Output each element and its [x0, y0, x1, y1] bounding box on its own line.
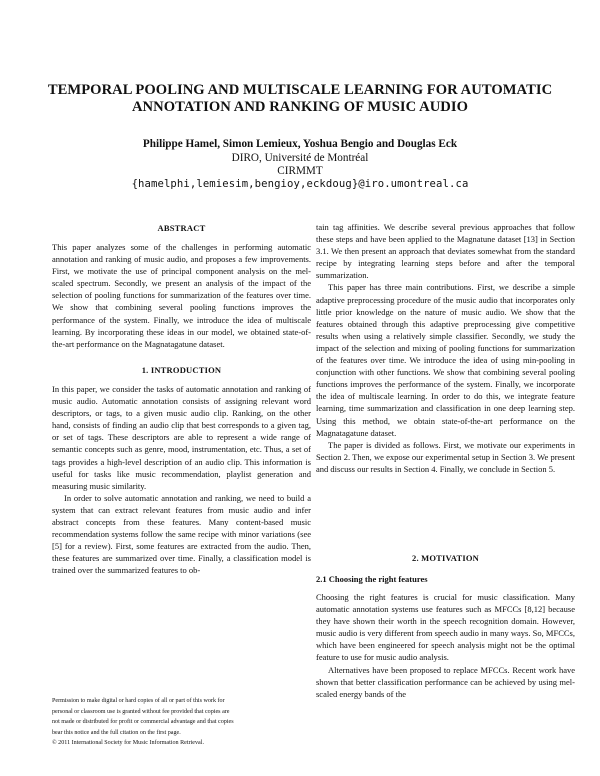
title-line-1: TEMPORAL POOLING AND MULTISCALE LEARNING FOR AUTOMATIC [47, 82, 553, 98]
left-column [52, 0, 311, 776]
footnote-line-4: bear this notice and the full citation on the first page. [52, 729, 181, 736]
motivation-heading: 2. MOTIVATION [412, 553, 479, 563]
affiliation-university: DIRO, Université de Montréal [231, 152, 369, 164]
alternatives-paragraph: Alternatives have been proposed to replace MFCCs. Recent work have shown that better classification performance can be achieved by using mel-scaled energy bands of the [316, 664, 575, 699]
author-emails: {hamelphi,lemiesim,bengioy,eckdoug}@iro.umontreal.ca [131, 178, 469, 190]
copyright-footnote [52, 696, 311, 749]
abstract-text: This paper analyzes some of the challenges in performing automatic annotation and ranking of music audio, and proposes a few improvements. First, we motivate the use of principal component analysis on the mel-scaled spectrum. Secondly, we present an analysis of the impact of the selection of pooling functions for summarization of the features over time. We show that combining several pooling functions improves the performance of the system. Finally, we introduce the idea of multiscale learning. By incorporating these ideas in our model, we obtained state-of-the-art performance on the Magnatagatune dataset. [52, 242, 311, 349]
paper-outline-paragraph: The paper is divided as follows. First, we motivate our experiments in Section 2. Then, we expose our experimental setup in Section 3. We present and discuss our results in Section 4. Finally, we conclude in Section 5. [316, 439, 575, 474]
abstract-heading: ABSTRACT [157, 223, 206, 233]
intro-continued-paragraph: tain tag affinities. We describe several previous approaches that follow these steps and have been applied to the Magnatune dataset [13] in Section 3.1. We then present an approach that deviates somewhat from the standard recipe by integrating learning steps before and after the temporal summarization. [316, 222, 575, 281]
authors: Philippe Hamel, Simon Lemieux, Yoshua Bengio and Douglas Eck [142, 138, 458, 150]
footnote-line-5: © 2011 International Society for Music Information Retrieval. [52, 740, 204, 747]
footnote-line-1: Permission to make digital or hard copies of all or part of this work for [52, 698, 225, 704]
footnote-line-3: not made or distributed for profit or commercial advantage and that copies [52, 719, 234, 726]
subsection-heading-2-1: 2.1 Choosing the right features [316, 574, 428, 584]
footnote-line-2: personal or classroom use is granted without fee provided that copies are [52, 708, 230, 715]
intro-paragraph-2: In order to solve automatic annotation and ranking, we need to build a system that can extract relevant features from music audio and infer abstract concepts from these features. Many content-based music recommendation systems follow the same recipe with minor variations (see [5] for a review). First, some features are extracted from the audio. Then, these features are summarized over time. Finally, a classification model is trained over the summarized features to ob- [52, 492, 311, 576]
title-line-2: ANNOTATION AND RANKING OF MUSIC AUDIO [131, 99, 469, 115]
intro-paragraph-1: In this paper, we consider the tasks of automatic annotation and ranking of music audio. Automatic annotation consists of assigning relevant word descriptors, or tags, to a given music audio clip. Ranking, on the other hand, consists of finding an audio clip that best corresponds to a given tag, or set of tags. These descriptors are able to represent a wide range of semantic concepts such as genre, mood, instrumentation, etc. Thus, a set of tags provides a high-level description of an audio clip. This information is useful for tasks like music recommendation, playlist generation and measuring music similarity. [52, 384, 311, 491]
features-paragraph: Choosing the right features is crucial for music classification. Many automatic annotation systems use features such as MFCCs [8,12] because they have shown their worth in the speech recognition domain. However, music audio is very different from speech audio in many ways. So, MFCCs, which have been engineered for speech analysis might not be the optimal feature to use for music audio analysis. [316, 592, 575, 663]
affiliation-lab: CIRMMT [277, 165, 323, 177]
right-column [316, 0, 575, 776]
contributions-paragraph: This paper has three main contributions. First, we describe a simple adaptive preprocessing procedure of the music audio that incorporates only little prior knowledge on the nature of music audio. We show that the features obtained through this adaptive preprocessing give competitive results when using a relatively simple classifier. Secondly, we study the impact of the selection and mixing of pooling functions for summarization of the features over time. We introduce the idea of using min-pooling in conjunction with other functions. We show that combining several pooling functions improves the performance of the system. Finally, we incorporate the idea of multiscale learning. In order to do this, we integrate feature learning, time summarization and classification in one deep learning step. Using this method, we obtain state-of-the-art performance on the Magnatagatune dataset. [316, 282, 575, 438]
introduction-heading: 1. INTRODUCTION [141, 365, 222, 375]
